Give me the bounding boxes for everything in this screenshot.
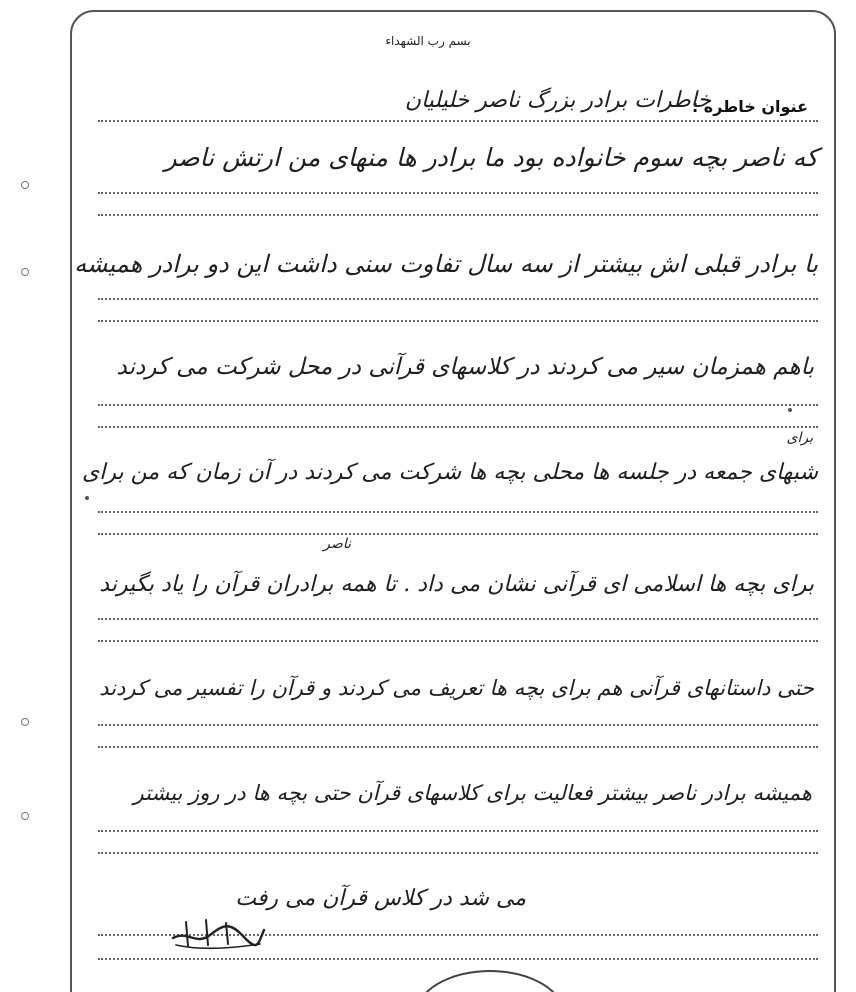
margin-hole-mark-4 xyxy=(21,812,29,820)
dotted-line-6 xyxy=(98,426,818,428)
scan-speck-2 xyxy=(788,408,792,412)
handwritten-line-4: شبهای جمعه در جلسه ها محلی بچه ها شرکت می کردند در آن زمان که من برای xyxy=(81,460,818,485)
dotted-line-2 xyxy=(98,214,818,216)
line-5-superscript-note: ناصر xyxy=(323,536,351,552)
dotted-line-12 xyxy=(98,746,818,748)
dotted-line-11 xyxy=(98,724,818,726)
margin-hole-mark-1 xyxy=(21,181,29,189)
line-4-superscript-note: برای xyxy=(786,430,813,446)
margin-hole-mark-3 xyxy=(21,718,29,726)
handwritten-line-7: همیشه برادر ناصر بیشتر فعالیت برای کلاسهای قرآن حتی بچه ها در روز بیشتر xyxy=(133,781,812,805)
memory-title-label: عنوان خاطره : xyxy=(691,97,808,116)
memory-title-handwritten: خاطرات برادر بزرگ ناصر خلیلیان xyxy=(404,88,711,113)
handwritten-line-8: می شد در کلاس قرآن می رفت xyxy=(235,886,526,911)
handwritten-line-3: باهم همزمان سیر می کردند در کلاسهای قرآنی در محل شرکت می کردند xyxy=(116,354,814,380)
dotted-line-7 xyxy=(98,511,818,513)
title-dotted-line xyxy=(98,120,818,122)
handwritten-signature xyxy=(168,910,268,952)
dotted-line-9 xyxy=(98,618,818,620)
dotted-line-8 xyxy=(98,533,818,535)
dotted-line-16 xyxy=(98,958,818,960)
handwritten-line-1: که ناصر بچه سوم خانواده بود ما برادر ها منهای من ارتش ناصر xyxy=(164,143,818,172)
dotted-line-5 xyxy=(98,404,818,406)
dotted-line-3 xyxy=(98,298,818,300)
margin-hole-mark-2 xyxy=(21,268,29,276)
dotted-line-13 xyxy=(98,830,818,832)
handwritten-line-5: برای بچه ها اسلامی ای قرآنی نشان می داد . تا همه برادران قرآن را یاد بگیرند xyxy=(99,572,814,597)
handwritten-line-6: حتی داستانهای قرآنی هم برای بچه ها تعریف می کردند و قرآن را تفسیر می کردند xyxy=(99,676,814,700)
scan-speck-1 xyxy=(85,496,89,500)
dotted-line-10 xyxy=(98,640,818,642)
dotted-line-4 xyxy=(98,320,818,322)
handwritten-line-2: با برادر قبلی اش بیشتر از سه سال تفاوت سنی داشت این دو برادر همیشه xyxy=(74,250,818,278)
dotted-line-14 xyxy=(98,852,818,854)
dotted-line-1 xyxy=(98,192,818,194)
form-header: بسم رب الشهداء xyxy=(385,34,471,48)
